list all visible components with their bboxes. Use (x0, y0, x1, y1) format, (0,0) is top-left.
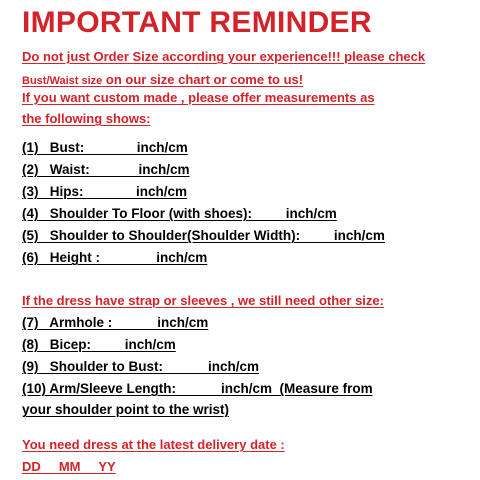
measurement-shoulder-width: (5) Shoulder to Shoulder(Shoulder Width): inch/cm (22, 228, 385, 243)
intro-line-2-rest: on our size chart or come to us! (102, 72, 304, 87)
delivery-question: You need dress at the latest delivery date : (22, 437, 285, 452)
measurement-shoulder-to-floor: (4) Shoulder To Floor (with shoes): inch/cm (22, 206, 337, 221)
intro-line-4: the following shows: (22, 111, 151, 126)
measurement-hips: (3) Hips: inch/cm (22, 184, 188, 199)
measurement-armhole: (7) Armhole : inch/cm (22, 315, 209, 330)
strap-notice: If the dress have strap or sleeves , we still need other size: (22, 293, 384, 308)
delivery-date-format: DD MM YY (22, 459, 116, 474)
measurement-shoulder-to-bust: (9) Shoulder to Bust: inch/cm (22, 359, 260, 374)
page-title: IMPORTANT REMINDER (22, 6, 372, 39)
intro-line-1: Do not just Order Size according your experience!!! please check (22, 49, 426, 64)
measurement-sleeve-length: (10) Arm/Sleeve Length: inch/cm (Measure from (22, 381, 373, 396)
measurement-sleeve-note: your shoulder point to the wrist) (22, 402, 229, 417)
measurement-waist: (2) Waist: inch/cm (22, 162, 190, 177)
intro-line-2-small: Bust/Waist size (22, 75, 103, 87)
measurement-height: (6) Height : inch/cm (22, 250, 208, 265)
measurement-bicep: (8) Bicep: inch/cm (22, 337, 176, 352)
intro-line-2 (22, 72, 303, 87)
intro-line-3: If you want custom made , please offer measurements as (22, 90, 375, 105)
measurement-bust: (1) Bust: inch/cm (22, 140, 188, 155)
